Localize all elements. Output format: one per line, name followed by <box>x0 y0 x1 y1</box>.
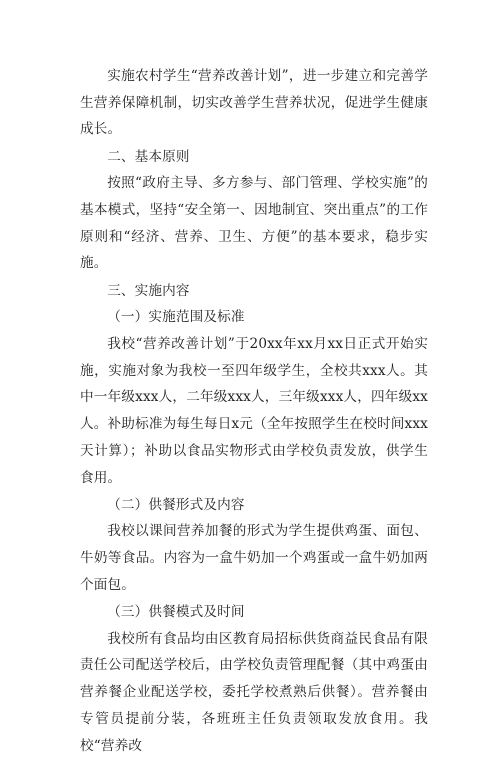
paragraph-intro: 实施农村学生“营养改善计划”，进一步建立和完善学生营养保障机制，切实改善学生营养状况，促进学生健康成长。 <box>80 68 428 138</box>
paragraph-principles: 按照“政府主导、多方参与、部门管理、学校实施”的基本模式，坚持“安全第一、因地制宜、突出重点”的工作原则和“经济、营养、卫生、方便”的基本要求，稳步实施。 <box>80 175 428 272</box>
heading-meal-mode: （三）供餐模式及时间 <box>107 604 245 621</box>
paragraph-meal-mode: 我校所有食品均由区教育局招标供货商益民食品有限责任公司配送学校后，由学校负责管理配餐（其中鸡蛋由营养餐企业配送学校，委托学校煮熟后供餐）。营养餐由专管员提前分装，各班班主任负责领取发放食用。我校“营养改 <box>80 630 428 754</box>
heading-meal-form: （二）供餐形式及内容 <box>107 496 245 513</box>
heading-basic-principles: 二、基本原则 <box>107 148 190 165</box>
paragraph-meal-form: 我校以课间营养加餐的形式为学生提供鸡蛋、面包、牛奶等食品。内容为一盒牛奶加一个鸡蛋或一盒牛奶加两个面包。 <box>80 523 428 593</box>
paragraph-scope: 我校“营养改善计划”于20xx年xx月xx日正式开始实施，实施对象为我校一至四年级学生，全校共xxx人。其中一年级xxx人，二年级xxx人，三年级xxx人，四年级xx人。补助标准为每生每日x元（全年按照学生在校时间xxx天计算）；补助以食品实物形式由学校负责发放，供学生食用。 <box>80 336 428 486</box>
heading-implementation-content: 三、实施内容 <box>107 282 190 299</box>
document-body <box>80 63 428 760</box>
heading-scope-and-standard: （一）实施范围及标准 <box>107 309 245 326</box>
